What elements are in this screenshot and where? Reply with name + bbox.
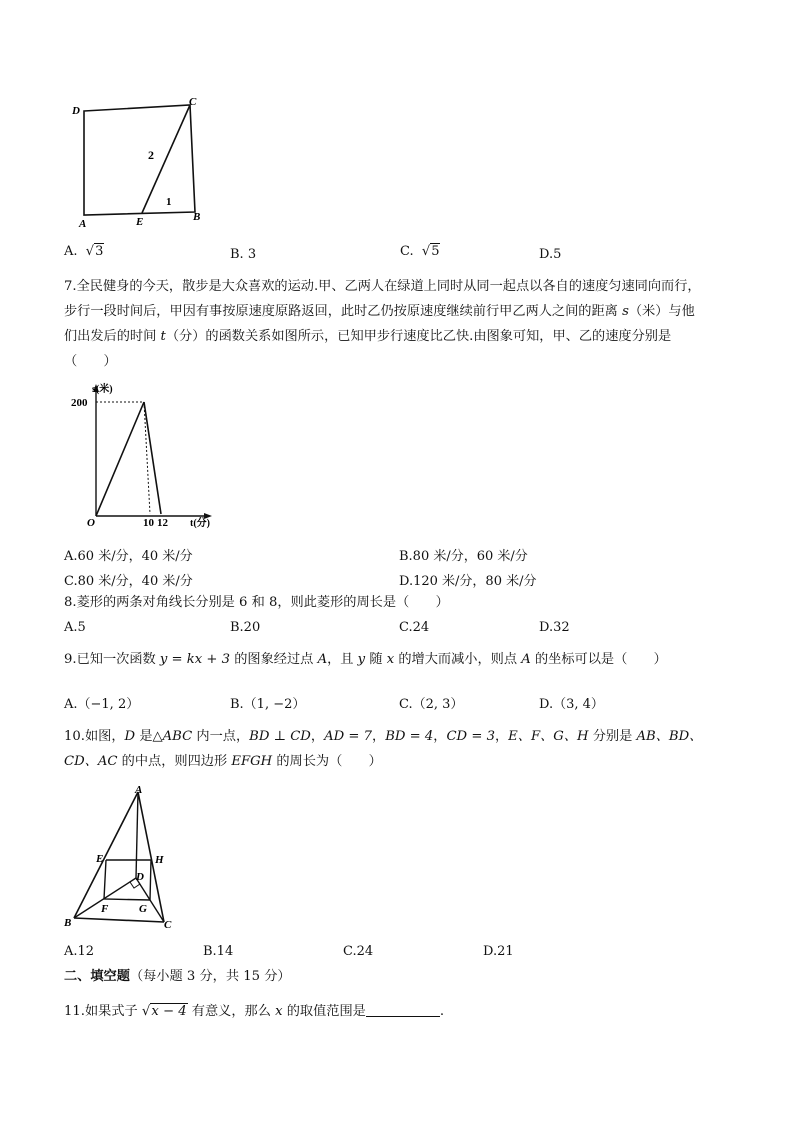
q7-line4: （ ） [64, 354, 117, 369]
q6-option-b: B. 3 [230, 247, 257, 262]
q10-fig-label-G: G [139, 903, 147, 915]
q7-graph-x-tick-12: 12 [157, 517, 168, 529]
q7-option-c: C.80 米/分，40 米/分 [64, 574, 193, 589]
q7-option-d: D.120 米/分，80 米/分 [399, 574, 537, 589]
q10-fig-label-D: D [136, 871, 144, 883]
q9-option-b: B.（1, −2） [230, 697, 306, 712]
fig6-label-1: 1 [166, 196, 172, 208]
q9-option-d: D.（3, 4） [539, 697, 604, 712]
q10-line2: CD、AC 的中点，则四边形 EFGH 的周长为（ ） [64, 754, 382, 769]
q7-graph-y-label: s(米) [92, 384, 113, 395]
q9-option-c: C.（2, 3） [399, 697, 464, 712]
q10-fig-label-E: E [96, 853, 104, 865]
q11-sqrt: √x − 4 [141, 1004, 187, 1019]
q7-graph-x-label: t(分) [190, 518, 210, 529]
q7-graph-x-tick-10: 10 [143, 517, 154, 529]
section2-heading [64, 967, 291, 987]
q6-option-d: D.5 [539, 247, 562, 262]
q9-option-a: A.（−1, 2） [64, 697, 140, 712]
q10-fig-label-C: C [164, 919, 172, 931]
q7-graph-y-tick: 200 [71, 397, 88, 409]
q11-answer-blank[interactable] [366, 1002, 440, 1017]
q10-line1: 10.如图，D 是△ABC 内一点，BD ⊥ CD，AD = 7，BD = 4，CD = 3，E、F、G、H 分别是 AB、BD、 [64, 729, 703, 744]
q7-line2: 步行一段时间后，甲因有事按原速度原路返回，此时乙仍按原速度继续前行甲乙两人之间的距离 s（米）与他 [64, 304, 695, 319]
q7-option-a: A.60 米/分，40 米/分 [64, 549, 193, 564]
q10-fig-label-H: H [155, 854, 164, 866]
q7-distance-time-graph [62, 380, 222, 530]
fig6-label-2: 2 [148, 148, 154, 162]
fig6-label-D: D [72, 105, 80, 117]
q7-line1: 7.全民健身的今天，散步是大众喜欢的运动.甲、乙两人在绿道上同时从同一起点以各自的速度匀速同向而行， [64, 279, 701, 294]
q10-option-c: C.24 [343, 944, 374, 959]
q9-formula: y = kx + 3 [159, 652, 231, 667]
q10-fig-label-B: B [64, 917, 72, 929]
q8-stem: 8.菱形的两条对角线长分别是 6 和 8，则此菱形的周长是（ ） [64, 595, 449, 610]
fig6-label-B: B [193, 211, 201, 223]
section2-note: （每小题 3 分，共 15 分） [129, 969, 291, 984]
q7-graph-origin: O [87, 517, 95, 529]
q10-option-a: A.12 [64, 944, 95, 959]
q7-option-b: B.80 米/分，60 米/分 [399, 549, 528, 564]
q10-fig-label-F: F [101, 903, 109, 915]
q10-triangle-figure [58, 782, 188, 932]
fig6-label-A: A [79, 218, 87, 230]
fig6-label-E: E [136, 216, 144, 228]
q6-option-c: C. √5 [400, 244, 440, 259]
q11-stem: 11.如果式子 √x − 4 有意义，那么 x 的取值范围是 . [64, 1002, 444, 1022]
q8-option-c: C.24 [399, 620, 430, 635]
fig6-label-C: C [189, 96, 197, 108]
q10-option-b: B.14 [203, 944, 234, 959]
q8-option-d: D.32 [539, 620, 570, 635]
q6-option-a-sqrt: √3 [85, 244, 104, 259]
q6-square-figure [62, 95, 222, 235]
q7-line3: 们出发后的时间 t（分）的函数关系如图所示，已知甲步行速度比乙快.由图象可知，甲、乙的速度分别是 [64, 329, 672, 344]
q6-option-a: A. √3 [64, 244, 104, 259]
q8-option-a: A.5 [64, 620, 86, 635]
q10-fig-label-A: A [135, 784, 143, 796]
q10-option-d: D.21 [483, 944, 514, 959]
section2-title: 二、填空题 [64, 969, 130, 984]
q6-option-c-sqrt: √5 [421, 244, 440, 259]
q8-option-b: B.20 [230, 620, 261, 635]
q9-stem: 9.已知一次函数 y = kx + 3 的图象经过点 A，且 y 随 x 的增大而减小，则点 A 的坐标可以是（ ） [64, 652, 667, 667]
